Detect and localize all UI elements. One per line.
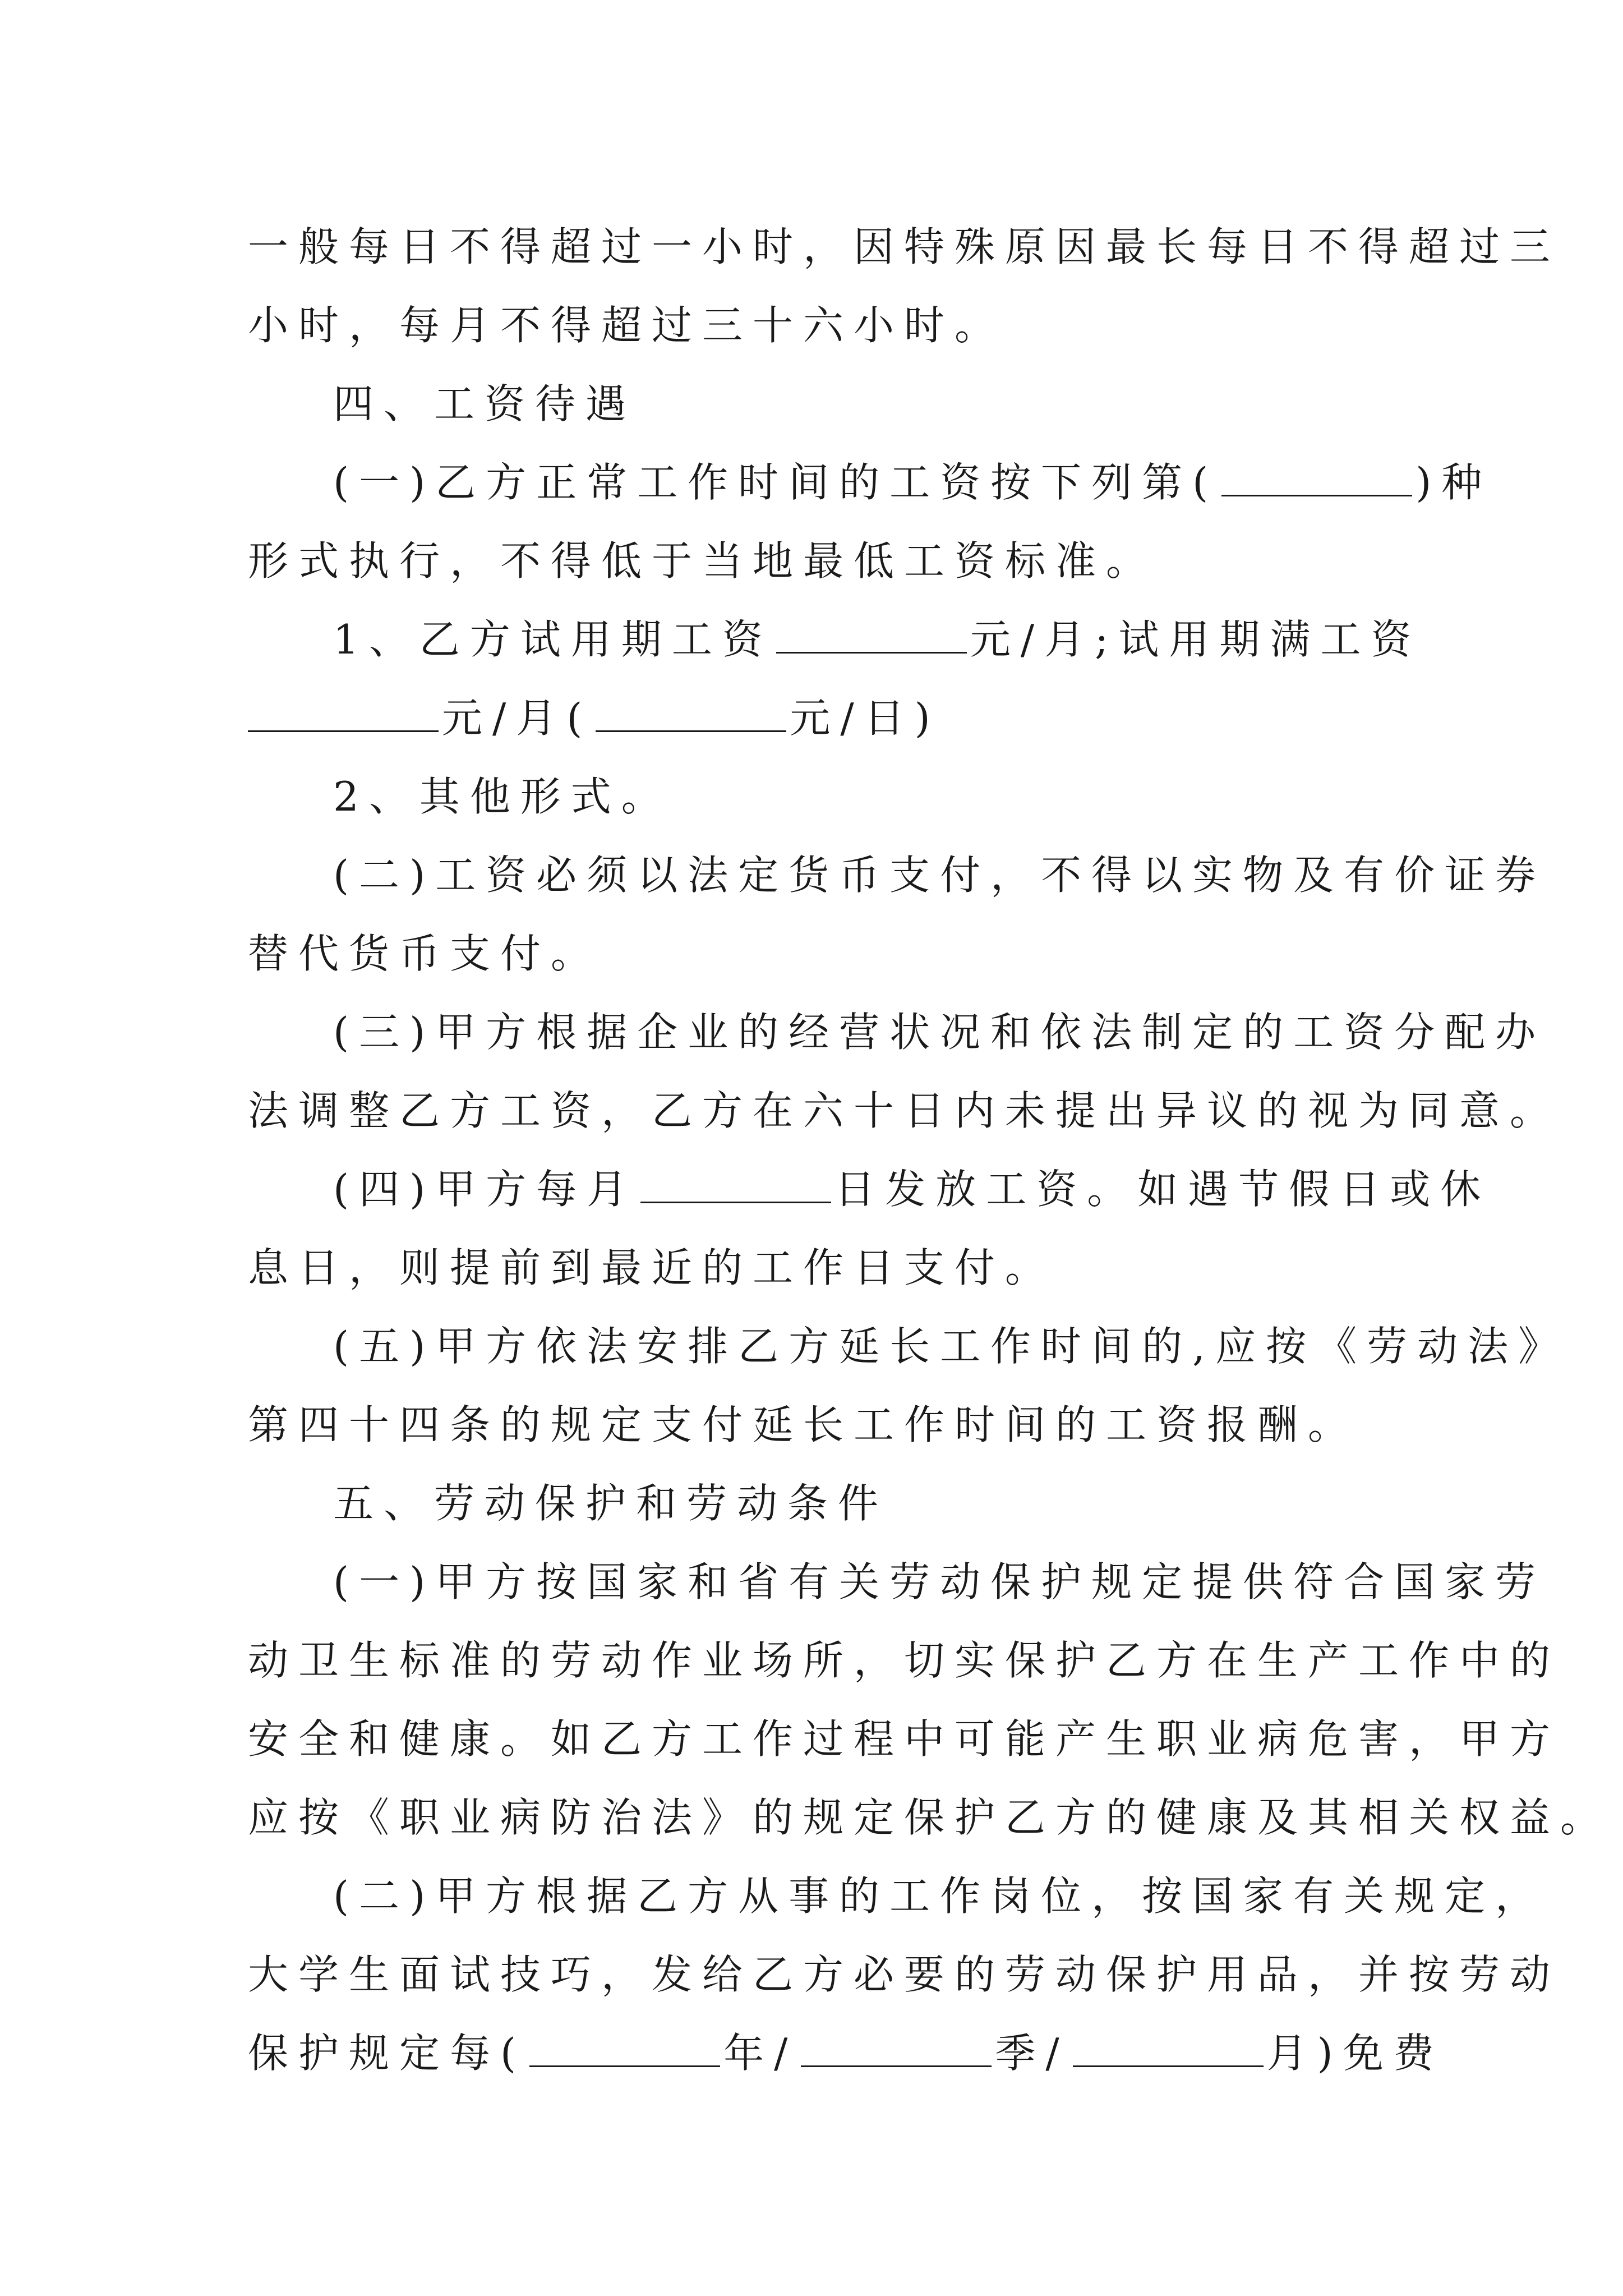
text-segment: 应按《职业病防治法》的规定保护乙方的健康及其相关权益。 (248, 1794, 1611, 1841)
text-segment: 元/日) (790, 694, 940, 742)
fill-in-blank (1073, 2032, 1264, 2067)
text-segment: 形式执行，不得低于当地最低工资标准。 (248, 537, 1157, 585)
fill-in-blank (640, 1168, 831, 1203)
heading-text: 四、工资待遇 (333, 380, 637, 427)
text-segment: (二)甲方根据乙方从事的工作岗位，按国家有关规定， (333, 1872, 1546, 1920)
paragraph-line (248, 757, 1381, 836)
text-segment: (四)甲方每月 (333, 1166, 638, 1213)
text-segment: )种 (1415, 459, 1492, 506)
fill-in-blank (596, 697, 786, 732)
paragraph-line (248, 1071, 1561, 1150)
text-segment: 息日，则提前到最近的工作日支付。 (248, 1244, 1056, 1291)
paragraph-line (248, 1621, 1561, 1700)
fill-in-blank (801, 2032, 992, 2067)
text-segment: 一般每日不得超过一小时，因特殊原因最长每日不得超过三 (248, 223, 1561, 270)
paragraph-line (248, 1228, 1381, 1307)
section-heading (248, 365, 1381, 443)
text-segment: 元/月;试用期满工资 (970, 616, 1422, 663)
text-segment: 1、乙方试用期工资 (333, 616, 773, 663)
text-segment: (三)甲方根据企业的经营状况和依法制定的工资分配办 (333, 1009, 1546, 1056)
fill-in-blank (1221, 461, 1412, 496)
paragraph-line (248, 522, 1381, 600)
fill-in-blank (248, 697, 439, 732)
text-segment: 2、其他形式。 (333, 773, 672, 820)
paragraph-line (248, 1386, 1381, 1464)
text-segment: 年/ (723, 2030, 798, 2077)
paragraph-line (248, 914, 1381, 993)
paragraph-line (248, 1150, 1491, 1228)
text-segment: 保护规定每( (248, 2030, 527, 2077)
paragraph-line (248, 1935, 1561, 2014)
paragraph-line (248, 1857, 1546, 1935)
paragraph-line (248, 993, 1546, 1071)
paragraph-line (248, 208, 1561, 286)
text-segment: 第四十四条的规定支付延长工作时间的工资报酬。 (248, 1401, 1359, 1448)
paragraph-line (248, 1700, 1561, 1778)
text-segment: 替代货币支付。 (248, 930, 602, 977)
text-segment: (二)工资必须以法定货币支付，不得以实物及有价证券 (333, 852, 1546, 899)
paragraph-line (248, 600, 1422, 679)
text-segment: (一)甲方按国家和省有关劳动保护规定提供符合国家劳 (333, 1558, 1546, 1605)
text-segment: 元/月( (442, 694, 593, 742)
section-heading (248, 1464, 1381, 1543)
document-page (248, 208, 1611, 2092)
paragraph-line (248, 286, 1381, 365)
text-segment: 动卫生标准的劳动作业场所，切实保护乙方在生产工作中的 (248, 1637, 1561, 1684)
paragraph-line (248, 836, 1546, 914)
heading-text: 五、劳动保护和劳动条件 (333, 1480, 889, 1527)
text-segment: (五)甲方依法安排乙方延长工作时间的,应按《劳动法》 (333, 1323, 1569, 1370)
text-segment: 大学生面试技巧，发给乙方必要的劳动保护用品，并按劳动 (248, 1951, 1561, 1998)
paragraph-line (248, 1543, 1546, 1621)
text-segment: 月)免费 (1266, 2030, 1444, 2077)
fill-in-blank (529, 2032, 720, 2067)
paragraph-line (248, 1307, 1569, 1386)
fill-in-blank (776, 618, 967, 654)
text-segment: 小时，每月不得超过三十六小时。 (248, 302, 1006, 349)
text-segment: 法调整乙方工资，乙方在六十日内未提出异议的视为同意。 (248, 1087, 1561, 1134)
text-segment: 日发放工资。如遇节假日或休 (834, 1166, 1491, 1213)
paragraph-line (248, 2014, 1444, 2092)
paragraph-line (248, 1778, 1611, 1857)
text-segment: (一)乙方正常工作时间的工资按下列第( (333, 459, 1219, 506)
paragraph-line (248, 679, 1381, 757)
paragraph-line (248, 443, 1492, 522)
text-segment: 季/ (995, 2030, 1069, 2077)
text-segment: 安全和健康。如乙方工作过程中可能产生职业病危害，甲方 (248, 1715, 1561, 1763)
